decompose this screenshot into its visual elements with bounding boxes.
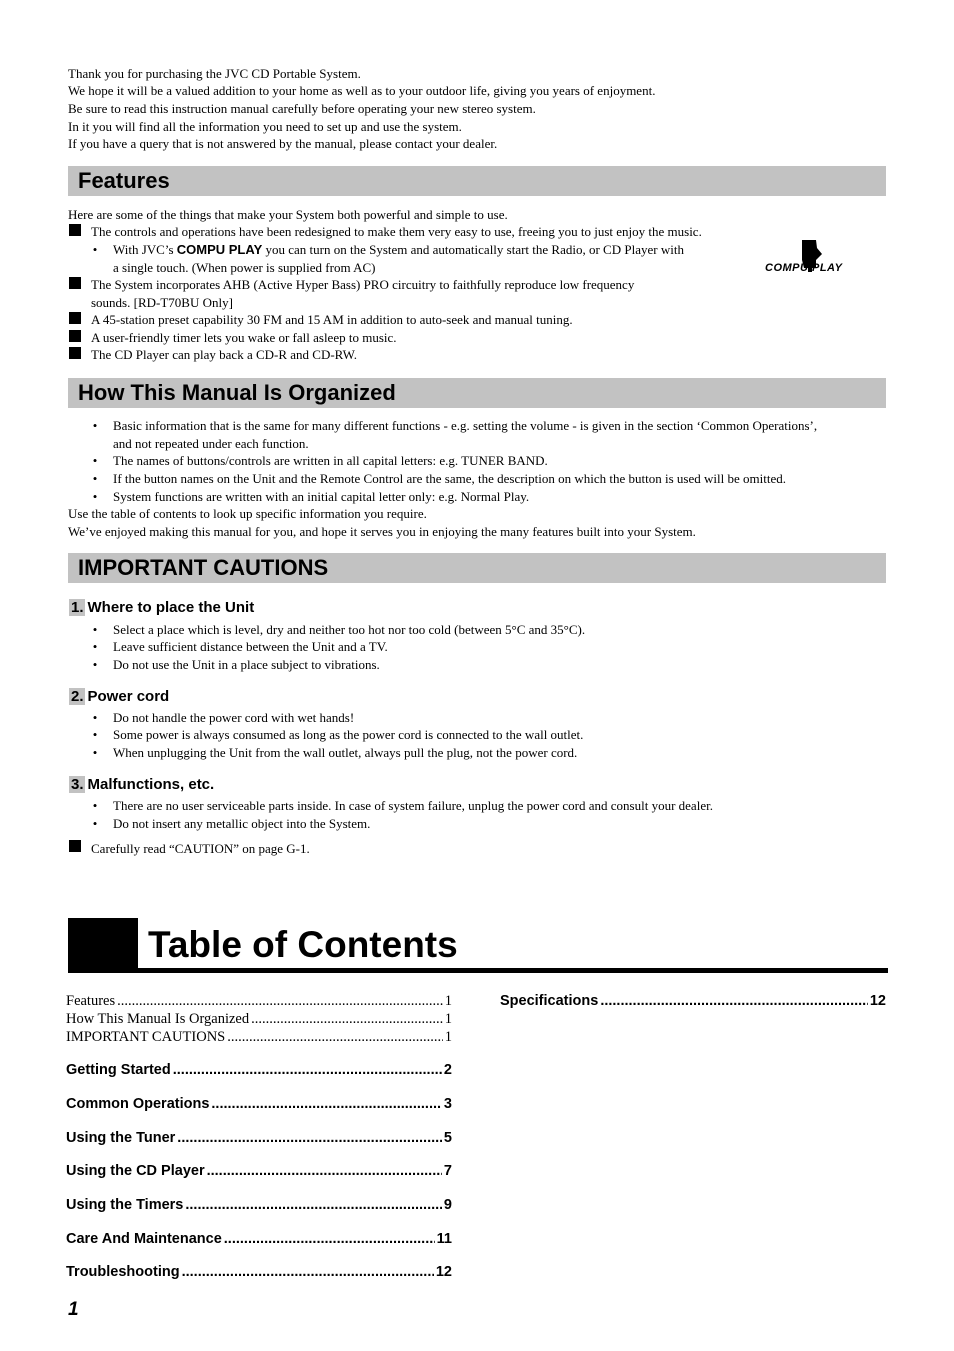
bullet: • [92,727,98,742]
bullet: • [92,657,98,672]
compu-play-pre: With JVC’s [113,242,177,257]
toc-entry-page: 1 [444,993,452,1009]
caution-number: 2. [71,688,84,705]
bullet: • [92,418,98,433]
caution-power-item: When unplugging the Unit from the wall outlet, always pull the plug, not the power cord. [113,745,578,760]
compu-play-logo-text: COMPU PLAY [765,262,843,274]
bullet: • [92,471,98,486]
caution-malfunction-item: There are no user serviceable parts inside. In case of system failure, unplug the power cord and consult your dealer. [113,798,713,813]
page-number: 1 [68,1299,79,1320]
caution-number: 1. [71,599,84,616]
toc-rule [68,968,888,973]
caution-section-placement [69,599,254,617]
compu-play-bold: COMPU PLAY [176,242,263,257]
features-compu-play-line-2: a single touch. (When power is supplied from AC) [113,260,376,275]
toc-entry-label: IMPORTANT CAUTIONS [66,1029,226,1045]
caution-placement-item: Leave sufficient distance between the Unit and a TV. [113,639,388,654]
toc-entry-common-operations[interactable] [66,1095,452,1113]
caution-malfunction-item: Do not insert any metallic object into the System. [113,816,371,831]
toc-entry-label: Care And Maintenance [66,1231,222,1247]
toc-entry-cd-player[interactable] [66,1162,452,1180]
manual-para-toc: Use the table of contents to look up specific information you require. [68,506,427,521]
toc-entry-page: 7 [443,1163,452,1179]
bullet: • [92,710,98,725]
caution-power-item: Some power is always consumed as long as the power cord is connected to the wall outlet. [113,727,584,742]
caution-placement-item: Do not use the Unit in a place subject to vibrations. [113,657,380,672]
toc-entry-label: Getting Started [66,1062,171,1078]
features-heading-bar [68,166,886,196]
intro-line-4: In it you will find all the information you need to set up and use the system. [68,119,462,134]
bullet: • [92,242,98,257]
toc-entry-troubleshooting[interactable] [66,1263,452,1281]
toc-entry-page: 3 [443,1096,452,1112]
toc-entry-page: 1 [444,1011,452,1027]
square-bullet [69,347,81,359]
toc-leader-dots [117,992,443,1010]
toc-leader-dots [185,1196,442,1214]
manual-bullet-functions: System functions are written with an initial capital letter only: e.g. Normal Play. [113,489,530,504]
toc-entry-label: Using the Timers [66,1197,184,1213]
toc-title: Table of Contents [148,924,458,965]
features-item-timer: A user-friendly timer lets you wake or fall asleep to music. [91,330,397,345]
toc-leader-dots [182,1263,434,1281]
compu-play-post: you can turn on the System and automatically start the Radio, or CD Player with [262,242,684,257]
caution-number: 3. [71,776,84,793]
toc-entry-label: Using the CD Player [66,1163,205,1179]
features-heading: Features [78,168,170,193]
features-item-cdr: The CD Player can play back a CD-R and CD-RW. [91,347,357,362]
toc-black-block [68,918,138,972]
cautions-heading: IMPORTANT CAUTIONS [78,555,329,580]
toc-entry-label: How This Manual Is Organized [66,1011,250,1027]
square-bullet [69,840,81,852]
toc-entry-page: 12 [869,993,886,1009]
toc-entry-label: Troubleshooting [66,1264,180,1280]
toc-leader-dots [227,1028,443,1046]
toc-leader-dots [173,1061,442,1079]
toc-entry-features[interactable] [66,992,452,1010]
manual-bullet-names: The names of buttons/controls are written in all capital letters: e.g. TUNER BAND. [113,453,548,468]
bullet: • [92,639,98,654]
toc-entry-label: Features [66,993,116,1009]
compu-play-logo [764,238,854,278]
square-bullet [69,224,81,236]
toc-leader-dots [211,1095,442,1113]
toc-entry-getting-started[interactable] [66,1061,452,1079]
toc-entry-cautions[interactable] [66,1028,452,1046]
manual-heading-bar [68,378,886,408]
toc-entry-page: 1 [444,1029,452,1045]
square-bullet [69,312,81,324]
cautions-heading-bar [68,553,886,583]
bullet: • [92,816,98,831]
toc-entry-tuner[interactable] [66,1129,452,1147]
caution-title: Power cord [87,688,170,705]
features-item-ahb-line-2: sounds. [RD-T70BU Only] [91,295,233,310]
manual-bullet-remote: If the button names on the Unit and the Remote Control are the same, the description on which the button is used will be omitted. [113,471,786,486]
toc-leader-dots [224,1230,435,1248]
caution-section-malfunctions [69,776,214,794]
intro-line-5: If you have a query that is not answered by the manual, please contact your dealer. [68,136,498,151]
bullet: • [92,453,98,468]
toc-entry-page: 2 [443,1062,452,1078]
manual-bullet-basic-line-2: and not repeated under each function. [113,436,309,451]
features-item-presets: A 45-station preset capability 30 FM and 15 AM in addition to auto-seek and manual tuning. [91,312,573,327]
manual-para-enjoyed: We’ve enjoyed making this manual for you, and hope it serves you in enjoying the many features built into your System. [68,524,696,539]
toc-entry-care[interactable] [66,1230,452,1248]
intro-line-1: Thank you for purchasing the JVC CD Portable System. [68,66,361,81]
bullet: • [92,745,98,760]
caution-final-note: Carefully read “CAUTION” on page G-1. [91,841,310,856]
square-bullet [69,277,81,289]
caution-power-item: Do not handle the power cord with wet hands! [113,710,355,725]
toc-entry-manual[interactable] [66,1010,452,1028]
toc-entry-label: Specifications [500,993,599,1009]
square-bullet [69,330,81,342]
bullet: • [92,622,98,637]
intro-line-3: Be sure to read this instruction manual carefully before operating your new stereo system. [68,101,536,116]
caution-section-power [69,688,169,706]
caution-title: Where to place the Unit [87,599,255,616]
toc-entry-page: 9 [443,1197,452,1213]
toc-leader-dots [251,1010,443,1028]
intro-line-2: We hope it will be a valued addition to your home as well as to your outdoor life, giving you years of enjoyment. [68,83,656,98]
toc-entry-timers[interactable] [66,1196,452,1214]
features-compu-play-line [113,241,684,258]
toc-entry-page: 5 [443,1130,452,1146]
bullet: • [92,489,98,504]
toc-leader-dots [207,1162,442,1180]
features-lead: Here are some of the things that make your System both powerful and simple to use. [68,207,508,222]
toc-entry-specifications[interactable] [500,992,886,1010]
toc-entry-page: 12 [435,1264,452,1280]
toc-entry-label: Using the Tuner [66,1130,176,1146]
manual-bullet-basic: Basic information that is the same for many different functions - e.g. setting the volume - is given in the section ‘Common Operations’, [113,418,818,433]
features-item-controls: The controls and operations have been redesigned to make them very easy to use, freeing you to just enjoy the music. [91,224,702,239]
manual-heading: How This Manual Is Organized [78,380,396,405]
features-item-ahb: The System incorporates AHB (Active Hyper Bass) PRO circuitry to faithfully reproduce low frequency [91,277,635,292]
toc-leader-dots [600,992,868,1010]
caution-placement-item: Select a place which is level, dry and neither too hot nor too cold (between 5°C and 35°C). [113,622,586,637]
toc-entry-label: Common Operations [66,1096,210,1112]
toc-entry-page: 11 [436,1231,452,1247]
toc-leader-dots [177,1129,442,1147]
bullet: • [92,798,98,813]
caution-title: Malfunctions, etc. [87,776,215,793]
